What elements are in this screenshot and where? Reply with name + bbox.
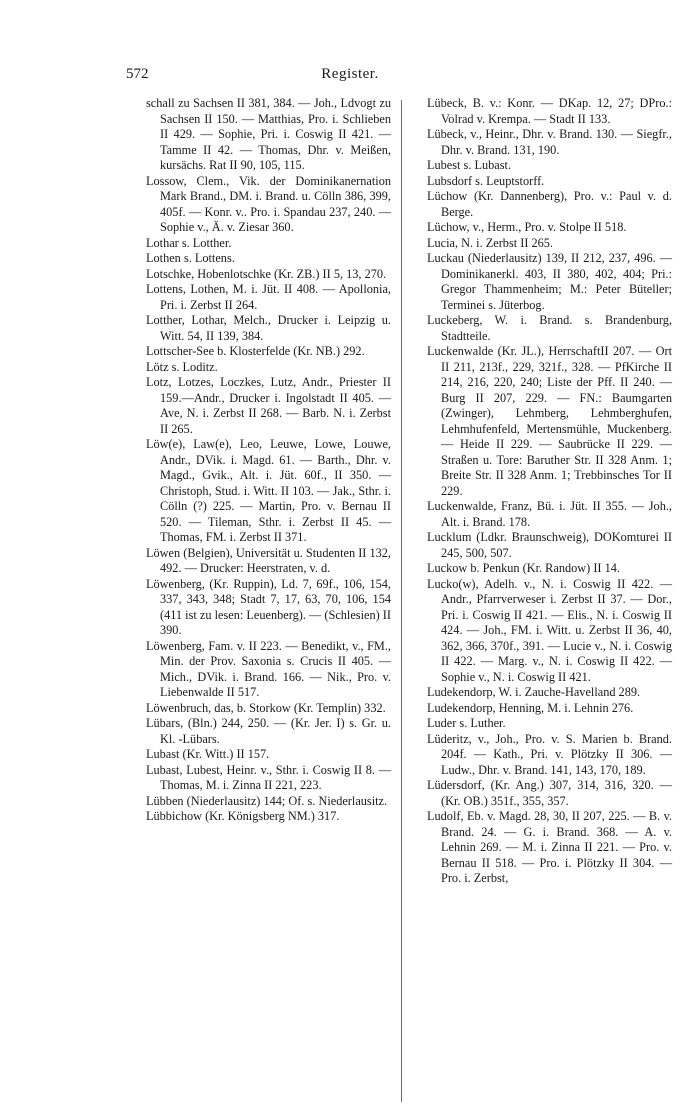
page-number: 572 xyxy=(126,66,149,82)
index-entry: Lubast, Lubest, Heinr. v., Sthr. i. Coswig II 8. — Thomas, M. i. Zinna II 221, 223. xyxy=(146,762,391,792)
index-entry: Lübeck, v., Heinr., Dhr. v. Brand. 130. — Siegfr., Dhr. v. Brand. 131, 190. xyxy=(427,127,672,157)
index-entry: Löwenberg, Fam. v. II 223. — Benedikt, v., FM., Min. der Prov. Saxonia s. Crucis II 405. — Mich., DVik. i. Brand. 166. — Nik., Pro. v. Liebenwalde II 517. xyxy=(146,638,391,699)
index-entry: Luckenwalde, Franz, Bü. i. Jüt. II 355. — Joh., Alt. i. Brand. 178. xyxy=(427,499,672,529)
index-entry: Lubast (Kr. Witt.) II 157. xyxy=(146,747,270,761)
right-column xyxy=(427,96,672,887)
index-entry: Lübben (Niederlausitz) 144; Of. s. Niederlausitz. xyxy=(146,793,388,808)
index-entry: Lottscher-See b. Klosterfelde (Kr. NB.) 292. xyxy=(146,344,365,358)
index-entry: Luckenwalde (Kr. JL.), HerrschaftII 207. — Ort II 211, 213f., 229, 321f., 328. — PfKirche II 214, 216, 220, 240; Liste der Pff. II 240. — Burg II 207, 229. — FN.: Baumgarten (Zwinger), Lehmberg, Lehmberghufen, Lehmhufenfeld, Mertensmühle, Muckenberg. — Heide II 229. — Saubrücke II 229. — Straßen u. Tore: Baruther Str. II 328 Anm. 1; Breite Str. II 328 Anm. 1; Trebbinsches Tor II 229. xyxy=(427,344,672,498)
index-entry: Lötz s. Loditz. xyxy=(146,359,218,374)
index-entry: Lucko(w), Adelh. v., N. i. Coswig II 422. — Andr., Pfarrverweser i. Zerbst II 37. — Dor., Pri. i. Coswig II 421. — Elis., N. i. Coswig II 424. — Joh., FM. i. Witt. u. Zerbst II 36, 40, 362, 366, 370f., 391. — Lucie v., N. i. Coswig II 422. — Marg. v., N. i. Coswig II 422. — Sophie v., N. i. Coswig II 421. xyxy=(427,576,672,684)
index-entry: Ludekendorp, Henning, M. i. Lehnin 276. xyxy=(427,700,634,715)
index-entry: Lotschke, Hobenlotschke (Kr. ZB.) II 5, 13, 270. xyxy=(146,266,387,281)
index-entry: Lothar s. Lotther. xyxy=(146,235,232,250)
index-entry: Löw(e), Law(e), Leo, Leuwe, Lowe, Louwe, Andr., DVik. i. Magd. 61. — Barth., Dhr. v. Magd., Gvik., Alt. i. Jüt. 60f., II 350. — Christoph, Stud. i. Witt. II 103. — Jak., Sthr. i. Cölln (?) 225. — Martin, Pro. v. Bernau II 520. — Tileman, Sthr. i. Zerbst II 45. — Thomas, FM. i. Zerbst II 371. xyxy=(146,437,391,544)
index-entry: Lübars, (Bln.) 244, 250. — (Kr. Jer. I) s. Gr. u. Kl. -Lübars. xyxy=(146,716,391,746)
index-entry: Lübbichow (Kr. Königsberg NM.) 317. xyxy=(146,809,340,823)
index-entry: Lottens, Lothen, M. i. Jüt. II 408. — Apollonia, Pri. i. Zerbst II 264. xyxy=(146,282,391,312)
index-entry: Lüdersdorf, (Kr. Ang.) 307, 314, 316, 320. — (Kr. OB.) 351f., 355, 357. xyxy=(427,778,672,808)
index-entry: Lothen s. Lottens. xyxy=(146,251,235,265)
index-entry: Löwenbruch, das, b. Storkow (Kr. Templin) 332. xyxy=(146,700,386,715)
index-entry: Lüchow (Kr. Dannenberg), Pro. v.: Paul v. d. Berge. xyxy=(427,189,672,219)
index-entry: Luckeberg, W. i. Brand. s. Brandenburg, Stadtteile. xyxy=(427,313,672,343)
index-entry: Lucklum (Ldkr. Braunschweig), DOKomturei II 245, 500, 507. xyxy=(427,530,672,560)
index-entry: Lotz, Lotzes, Loczkes, Lutz, Andr., Priester II 159.—Andr., Drucker i. Ingolstadt II 405. — Ave, N. i. Zerbst II 268. — Barb. N. i. Zerbst II 265. xyxy=(146,375,391,436)
index-entry: Lucia, N. i. Zerbst II 265. xyxy=(427,235,554,250)
index-entry: Luckow b. Penkun (Kr. Randow) II 14. xyxy=(427,561,620,575)
index-entry: Luder s. Luther. xyxy=(427,716,506,730)
index-entry: Lossow, Clem., Vik. der Dominikanernation Mark Brand., DM. i. Brand. u. Cölln 386, 399, 405f. — Konr. v.. Pro. i. Spandau 237, 240. — Sophie v., Ä. v. Ziesar 360. xyxy=(146,173,391,234)
index-entry: schall zu Sachsen II 381, 384. — Joh., Ldvogt zu Sachsen II 150. — Matthias, Pro. i. Schlieben II 429. — Sophie, Pri. i. Coswig II 421. — Tamme II 42. — Thomas, Dhr. v. Meißen, kursächs. Rat II 90, 105, 115. xyxy=(146,96,391,172)
index-entry: Ludekendorp, W. i. Zauche-Havelland 289. xyxy=(427,685,641,699)
index-entry: Lubest s. Lubast. xyxy=(427,158,512,172)
left-column xyxy=(146,96,391,825)
index-entry: Lotther, Lothar, Melch., Drucker i. Leipzig u. Witt. 54, II 139, 384. xyxy=(146,313,391,343)
running-head: Register. xyxy=(321,66,379,82)
column-divider xyxy=(401,100,402,1102)
index-entry: Ludolf, Eb. v. Magd. 28, 30, II 207, 225. — B. v. Brand. 24. — G. i. Brand. 368. — A. v. Lehnin 269. — M. i. Zinna II 221. — Pro. v. Bernau II 518. — Pro. i. Plötzky II 304. — Pro. i. Zerbst, xyxy=(427,809,672,885)
index-entry: Löwenberg, (Kr. Ruppin), Ld. 7, 69f., 106, 154, 337, 343, 348; Stadt 7, 17, 63, 70, 106, 154 (411 ist zu lesen: Leuenberg). — (Schlesien) II 390. xyxy=(146,576,391,637)
index-entry: Lüderitz, v., Joh., Pro. v. S. Marien b. Brand. 204f. — Kath., Pri. v. Plötzky II 306. — Ludw., Dhr. v. Brand. 141, 143, 170, 189. xyxy=(427,731,672,777)
index-entry: Lüchow, v., Herm., Pro. v. Stolpe II 518. xyxy=(427,220,627,234)
index-entry: Lubsdorf s. Leuptstorff. xyxy=(427,173,545,188)
index-entry: Luckau (Niederlausitz) 139, II 212, 237, 496. — Dominikanerkl. 403, II 380, 402, 404; Pri.: Gregor Thammenheim; M.: Peter Büteller; Terminei s. Jüterbog. xyxy=(427,251,672,312)
index-entry: Lübeck, B. v.: Konr. — DKap. 12, 27; DPro.: Volrad v. Krempa. — Stadt II 133. xyxy=(427,96,672,126)
index-entry: Löwen (Belgien), Universität u. Studenten II 132, 492. — Drucker: Heerstraten, v. d. xyxy=(146,545,391,575)
